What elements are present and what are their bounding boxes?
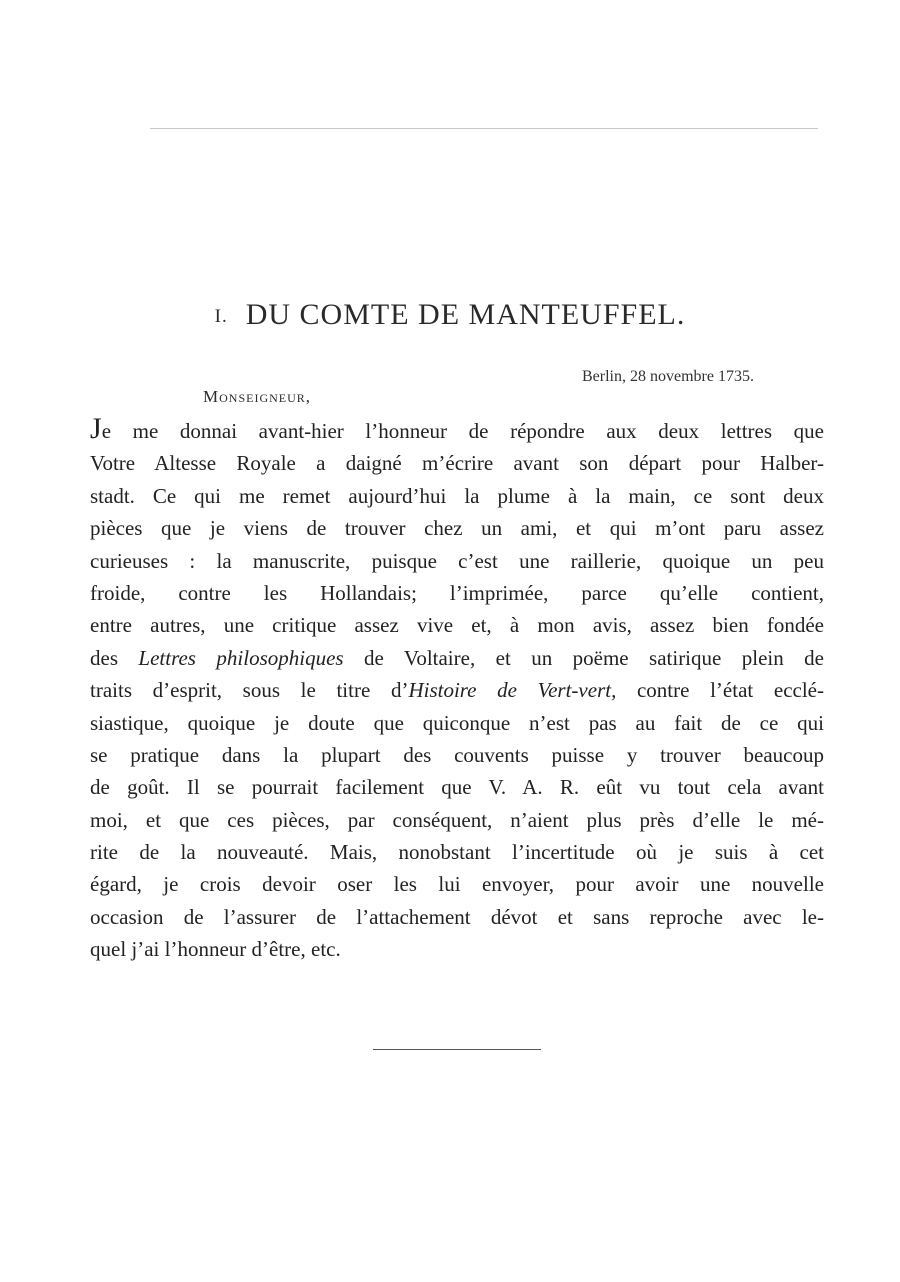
body-line: entre autres, une critique assez vive et, à mon avis, assez bien fondée (90, 613, 824, 638)
body-line: stadt. Ce qui me remet aujourd’hui la plume à la main, ce sont deux (90, 483, 824, 508)
body-line-last: quel j’ai l’honneur d’être, etc. (90, 937, 341, 962)
body-line: Votre Altesse Royale a daigné m’écrire avant son départ pour Halber- (90, 451, 824, 476)
work-title-italic: Histoire de Vert-vert, (408, 678, 617, 703)
body-line: se pratique dans la plupart des couvents puisse y trouver beaucoup (90, 742, 824, 767)
body-line-text: traits d’esprit, sous le titre d’ (90, 678, 409, 703)
body-line-text: de Voltaire, et un poëme satirique plein de (343, 645, 824, 670)
salutation: Monseigneur, (203, 387, 312, 406)
body-line-text: e me donnai avant-hier l’honneur de répondre aux deux lettres que (101, 419, 824, 443)
body-line: curieuses : la manuscrite, puisque c’est une raillerie, quoique un peu (90, 548, 824, 573)
body-line: égard, je crois devoir oser les lui envoyer, pour avoir une nouvelle (90, 872, 824, 897)
body-line-text: des (90, 645, 139, 670)
body-line (90, 412, 824, 447)
drop-cap: J (90, 412, 102, 445)
body-line: de goût. Il se pourrait facilement que V. A. R. eût vu tout cela avant (90, 775, 824, 800)
body-line: siastique, quoique je doute que quiconque n’est pas au fait de ce qui (90, 710, 824, 735)
body-line: rite de la nouveauté. Mais, nonobstant l’incertitude où je suis à cet (90, 840, 824, 865)
body-line-text: contre l’état ecclé- (616, 678, 824, 703)
body-line: moi, et que ces pièces, par conséquent, n’aient plus près d’elle le mé- (90, 807, 824, 832)
letter-heading (0, 298, 900, 332)
dateline: Berlin, 28 novembre 1735. (582, 368, 754, 385)
body-line (90, 674, 824, 706)
top-rule (150, 128, 818, 129)
letter-title: DU COMTE DE MANTEUFFEL. (245, 298, 686, 331)
closing-rule (373, 1049, 541, 1050)
letter-number: I. (214, 306, 228, 327)
body-line: occasion de l’assurer de l’attachement dévot et sans reproche avec le- (90, 904, 824, 929)
work-title-italic: Lettres philosophiques (138, 645, 344, 670)
letter-body (90, 412, 824, 966)
body-line: froide, contre les Hollandais; l’imprimée, parce qu’elle contient, (90, 580, 824, 605)
body-line: pièces que je viens de trouver chez un ami, et qui m’ont paru assez (90, 516, 824, 541)
body-line (90, 642, 824, 674)
